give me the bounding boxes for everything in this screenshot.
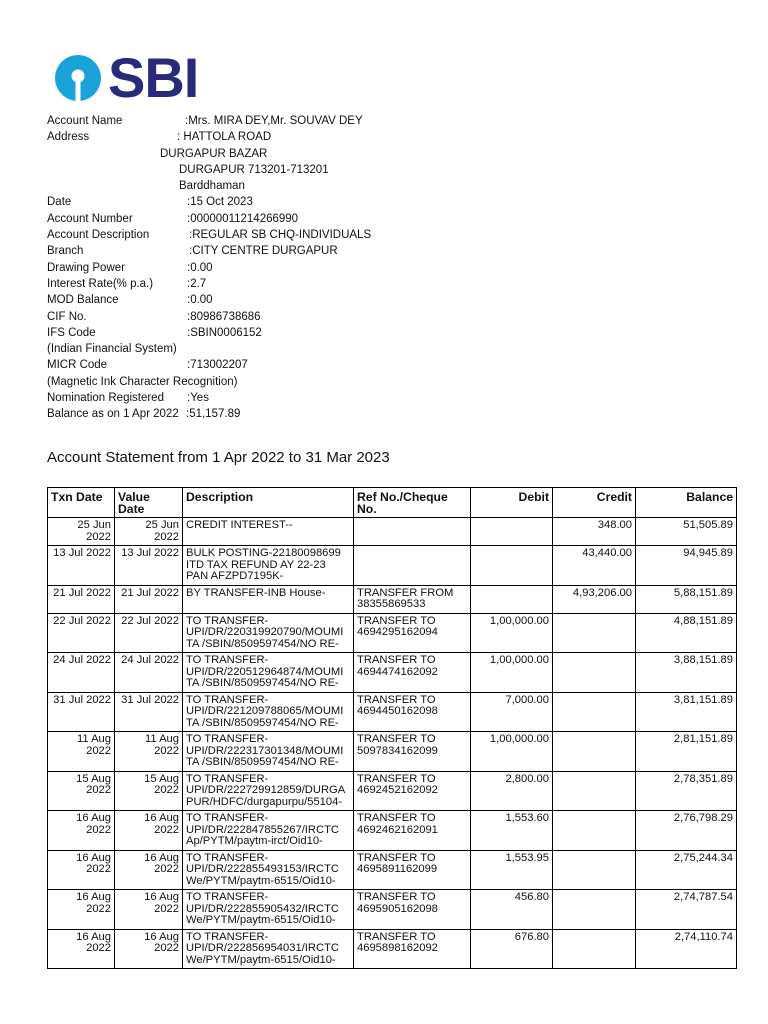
- txn-date-cell: [48, 546, 115, 586]
- description-text: CREDIT INTEREST--: [186, 520, 293, 531]
- ref-no-cell: [354, 850, 471, 890]
- ref-no-cell: [354, 613, 471, 653]
- account-info-value: :51,157.89: [186, 408, 241, 421]
- debit-text: 7,000.00: [505, 694, 549, 706]
- account-info-label: MICR Code: [47, 359, 108, 372]
- ref-no-cell: [354, 771, 471, 811]
- ref-no-cell: [354, 692, 471, 732]
- value-date-text: 31 Jul 2022: [121, 694, 179, 706]
- debit-cell: [471, 613, 553, 653]
- sbi-logo: [54, 46, 199, 109]
- balance-cell: [636, 771, 737, 811]
- description-text: TO TRANSFER- UPI/DR/222855905432/IRCTC We/PYTM/paytm-6515/Oid10-: [186, 892, 339, 926]
- value-date-text: 21 Jul 2022: [121, 587, 179, 599]
- value-date-text: 16 Aug 2022: [144, 931, 179, 954]
- description-text: BY TRANSFER-INB House-: [186, 587, 326, 599]
- account-info-label: (Magnetic Ink Character Recognition): [47, 375, 238, 388]
- balance-text: 51,505.89: [683, 520, 733, 531]
- debit-cell: [471, 771, 553, 811]
- txn-date-cell: [48, 518, 115, 546]
- txn-date-cell: [48, 890, 115, 930]
- balance-text: 2,78,351.89: [673, 773, 733, 785]
- account-info-label: Drawing Power: [47, 261, 125, 274]
- debit-text: 676.80: [514, 931, 549, 943]
- balance-cell: [636, 518, 737, 546]
- header-txn-date: Txn Date: [48, 488, 115, 518]
- account-info-value: :80986738686: [187, 310, 261, 323]
- account-info-label: Interest Rate(% p.a.): [47, 277, 154, 290]
- account-info-label: Account Description: [47, 229, 150, 242]
- ref-no-cell: [354, 929, 471, 969]
- description-text: BULK POSTING-22180098699 ITD TAX REFUND AY 22-23 PAN AFZPD7195K-: [186, 548, 341, 582]
- balance-cell: [636, 585, 737, 613]
- ref-no-text: TRANSFER TO 4694295162094: [357, 615, 438, 638]
- ref-no-cell: [354, 732, 471, 772]
- brand-name: SBI: [108, 46, 199, 109]
- value-date-text: 16 Aug 2022: [144, 852, 179, 875]
- debit-cell: [471, 518, 553, 546]
- txn-date-text: 16 Aug 2022: [76, 931, 111, 954]
- ref-no-text: TRANSFER TO 4695891162099: [357, 852, 438, 875]
- account-info-value: Barddhaman: [179, 180, 245, 193]
- balance-cell: [636, 732, 737, 772]
- credit-cell: [553, 518, 636, 546]
- value-date-cell: [115, 811, 183, 851]
- ref-no-cell: [354, 890, 471, 930]
- account-info-value: :0.00: [187, 261, 213, 274]
- value-date-cell: [115, 732, 183, 772]
- value-date-text: 13 Jul 2022: [121, 548, 179, 559]
- description-cell: [183, 613, 354, 653]
- ref-no-text: TRANSFER FROM 38355869533: [357, 587, 454, 610]
- description-cell: [183, 518, 354, 546]
- txn-date-text: 25 Jun 2022: [77, 520, 111, 543]
- value-date-cell: [115, 613, 183, 653]
- credit-text: 348.00: [597, 520, 632, 531]
- account-info-label: Account Number: [47, 212, 133, 225]
- account-info-value: :Mrs. MIRA DEY,Mr. SOUVAV DEY: [185, 115, 363, 127]
- account-info-label: CIF No.: [47, 310, 87, 323]
- txn-date-cell: [48, 929, 115, 969]
- value-date-cell: [115, 890, 183, 930]
- value-date-text: 16 Aug 2022: [144, 813, 179, 836]
- table-row: [48, 929, 737, 969]
- debit-text: 1,553.60: [505, 813, 549, 824]
- txn-date-cell: [48, 811, 115, 851]
- credit-cell: [553, 692, 636, 732]
- account-info-label: (Indian Financial System): [47, 343, 177, 356]
- account-info-value: :REGULAR SB CHQ-INDIVIDUALS: [189, 229, 372, 242]
- credit-cell: [553, 585, 636, 613]
- ref-no-text: TRANSFER TO 4692462162091: [357, 813, 438, 836]
- credit-cell: [553, 929, 636, 969]
- description-cell: [183, 732, 354, 772]
- txn-date-text: 16 Aug 2022: [76, 892, 111, 915]
- value-date-cell: [115, 850, 183, 890]
- account-info-label: Address: [47, 131, 90, 144]
- value-date-cell: [115, 546, 183, 586]
- txn-date-text: 11 Aug 2022: [76, 734, 111, 757]
- ref-no-cell: [354, 546, 471, 586]
- table-row: [48, 850, 737, 890]
- ref-no-text: TRANSFER TO 4694450162098: [357, 694, 438, 717]
- table-row: [48, 692, 737, 732]
- description-cell: [183, 585, 354, 613]
- account-info-value: :713002207: [187, 359, 248, 372]
- value-date-cell: [115, 929, 183, 969]
- description-cell: [183, 811, 354, 851]
- credit-cell: [553, 653, 636, 693]
- description-cell: [183, 890, 354, 930]
- balance-cell: [636, 546, 737, 586]
- balance-text: 2,74,110.74: [674, 931, 733, 943]
- txn-date-text: 31 Jul 2022: [53, 694, 111, 706]
- credit-text: 4,93,206.00: [572, 587, 632, 599]
- balance-cell: [636, 692, 737, 732]
- txn-date-cell: [48, 692, 115, 732]
- ref-no-cell: [354, 585, 471, 613]
- table-row: [48, 732, 737, 772]
- value-date-cell: [115, 518, 183, 546]
- table-row: [48, 653, 737, 693]
- debit-text: 1,553.95: [505, 852, 549, 864]
- description-cell: [183, 850, 354, 890]
- debit-cell: [471, 692, 553, 732]
- balance-cell: [636, 890, 737, 930]
- debit-cell: [471, 890, 553, 930]
- account-info-label: Account Name: [47, 115, 123, 127]
- description-cell: [183, 929, 354, 969]
- account-info-label: Nomination Registered: [47, 392, 164, 405]
- description-text: TO TRANSFER- UPI/DR/222847855267/IRCTC Ap/PYTM/paytm-irct/Oid10-: [186, 813, 339, 847]
- account-info-value: DURGAPUR 713201-713201: [179, 163, 329, 176]
- account-info-value: :0.00: [187, 294, 213, 307]
- balance-text: 4,88,151.89: [673, 615, 733, 627]
- header-value-date: Value Date: [115, 488, 183, 518]
- table-row: [48, 890, 737, 930]
- table-row: [48, 811, 737, 851]
- txn-date-cell: [48, 613, 115, 653]
- txn-date-text: 15 Aug 2022: [76, 773, 111, 796]
- description-text: TO TRANSFER- UPI/DR/220319920790/MOUMI TA /SBIN/8509597454/NO RE-: [186, 615, 344, 650]
- value-date-cell: [115, 653, 183, 693]
- account-info-value: : HATTOLA ROAD: [177, 131, 272, 144]
- debit-text: 2,800.00: [505, 773, 549, 785]
- account-info-label: IFS Code: [47, 326, 96, 339]
- value-date-text: 24 Jul 2022: [121, 655, 179, 666]
- txn-date-cell: [48, 732, 115, 772]
- ref-no-text: TRANSFER TO 4695898162092: [357, 931, 438, 954]
- table-row: [48, 771, 737, 811]
- balance-cell: [636, 613, 737, 653]
- ref-no-text: TRANSFER TO 4695905162098: [357, 892, 438, 915]
- txn-date-text: 16 Aug 2022: [76, 813, 111, 836]
- transactions-table: [47, 487, 737, 969]
- account-info-value: :CITY CENTRE DURGAPUR: [189, 245, 338, 258]
- table-header-row: [48, 488, 737, 518]
- header-description: Description: [183, 488, 354, 518]
- value-date-text: 15 Aug 2022: [144, 773, 179, 796]
- debit-text: 1,00,000.00: [489, 655, 549, 666]
- account-info-label: Branch: [47, 245, 84, 258]
- credit-cell: [553, 546, 636, 586]
- ref-no-cell: [354, 811, 471, 851]
- account-info-label: Balance as on 1 Apr 2022: [47, 408, 179, 421]
- txn-date-text: 16 Aug 2022: [76, 852, 111, 875]
- description-text: TO TRANSFER- UPI/DR/222856954031/IRCTC We/PYTM/paytm-6515/Oid10-: [186, 931, 339, 966]
- value-date-cell: [115, 692, 183, 732]
- value-date-text: 25 Jun 2022: [145, 520, 179, 543]
- value-date-cell: [115, 585, 183, 613]
- statement-title: Account Statement from 1 Apr 2022 to 31 Mar 2023: [47, 449, 390, 466]
- account-info-value: :SBIN0006152: [187, 326, 262, 339]
- txn-date-cell: [48, 850, 115, 890]
- description-cell: [183, 771, 354, 811]
- credit-text: 43,440.00: [582, 548, 632, 559]
- balance-text: 2,74,787.54: [673, 892, 733, 903]
- debit-cell: [471, 585, 553, 613]
- debit-text: 1,00,000.00: [489, 734, 549, 745]
- debit-text: 1,00,000.00: [489, 615, 549, 627]
- description-cell: [183, 546, 354, 586]
- balance-text: 3,81,151.89: [673, 694, 733, 706]
- description-cell: [183, 692, 354, 732]
- debit-cell: [471, 546, 553, 586]
- ref-no-text: TRANSFER TO 4692452162092: [357, 773, 438, 796]
- ref-no-text: TRANSFER TO 4694474162092: [357, 655, 438, 678]
- debit-cell: [471, 929, 553, 969]
- sbi-keyhole-icon: [54, 54, 102, 102]
- credit-cell: [553, 613, 636, 653]
- description-text: TO TRANSFER- UPI/DR/222855493153/IRCTC We/PYTM/paytm-6515/Oid10-: [186, 852, 339, 887]
- description-text: TO TRANSFER- UPI/DR/220512964874/MOUMI TA /SBIN/8509597454/NO RE-: [186, 655, 344, 689]
- header-debit: Debit: [471, 488, 553, 518]
- ref-no-text: TRANSFER TO 5097834162099: [357, 734, 438, 757]
- txn-date-cell: [48, 653, 115, 693]
- value-date-text: 16 Aug 2022: [144, 892, 179, 915]
- credit-cell: [553, 890, 636, 930]
- account-info-label: MOD Balance: [47, 294, 119, 307]
- value-date-text: 22 Jul 2022: [121, 615, 179, 627]
- account-info-value: DURGAPUR BAZAR: [160, 147, 268, 160]
- account-info-value: :Yes: [187, 392, 209, 405]
- ref-no-cell: [354, 653, 471, 693]
- balance-text: 94,945.89: [683, 548, 733, 559]
- balance-cell: [636, 653, 737, 693]
- description-text: TO TRANSFER- UPI/DR/221209788065/MOUMI TA /SBIN/8509597454/NO RE-: [186, 694, 344, 729]
- account-info-label: Date: [47, 196, 72, 209]
- header-ref-no: Ref No./Cheque No.: [354, 488, 471, 518]
- balance-cell: [636, 850, 737, 890]
- table-row: [48, 546, 737, 586]
- table-row: [48, 613, 737, 653]
- table-row: [48, 518, 737, 546]
- debit-cell: [471, 732, 553, 772]
- credit-cell: [553, 771, 636, 811]
- txn-date-cell: [48, 585, 115, 613]
- balance-cell: [636, 929, 737, 969]
- table-row: [48, 585, 737, 613]
- txn-date-text: 24 Jul 2022: [53, 655, 111, 666]
- debit-cell: [471, 850, 553, 890]
- value-date-text: 11 Aug 2022: [144, 734, 179, 757]
- description-cell: [183, 653, 354, 693]
- balance-cell: [636, 811, 737, 851]
- description-text: TO TRANSFER- UPI/DR/222729912859/DURGA PUR/HDFC/durgapurpu/55104-: [186, 773, 345, 808]
- balance-text: 3,88,151.89: [673, 655, 733, 666]
- credit-cell: [553, 732, 636, 772]
- header-balance: Balance: [636, 488, 737, 518]
- description-text: TO TRANSFER- UPI/DR/222317301348/MOUMI TA /SBIN/8509597454/NO RE-: [186, 734, 344, 768]
- account-info-value: :15 Oct 2023: [187, 196, 253, 209]
- value-date-cell: [115, 771, 183, 811]
- txn-date-text: 22 Jul 2022: [53, 615, 111, 627]
- credit-cell: [553, 850, 636, 890]
- account-info-value: :00000011214266990: [187, 212, 299, 225]
- balance-text: 2,76,798.29: [673, 813, 733, 824]
- debit-cell: [471, 811, 553, 851]
- account-info-value: :2.7: [187, 277, 207, 290]
- balance-text: 2,81,151.89: [673, 734, 733, 745]
- ref-no-cell: [354, 518, 471, 546]
- txn-date-text: 13 Jul 2022: [53, 548, 111, 559]
- debit-text: 456.80: [514, 892, 549, 903]
- credit-cell: [553, 811, 636, 851]
- balance-text: 5,88,151.89: [673, 587, 733, 599]
- txn-date-text: 21 Jul 2022: [53, 587, 111, 599]
- txn-date-cell: [48, 771, 115, 811]
- header-credit: Credit: [553, 488, 636, 518]
- debit-cell: [471, 653, 553, 693]
- balance-text: 2,75,244.34: [673, 852, 733, 864]
